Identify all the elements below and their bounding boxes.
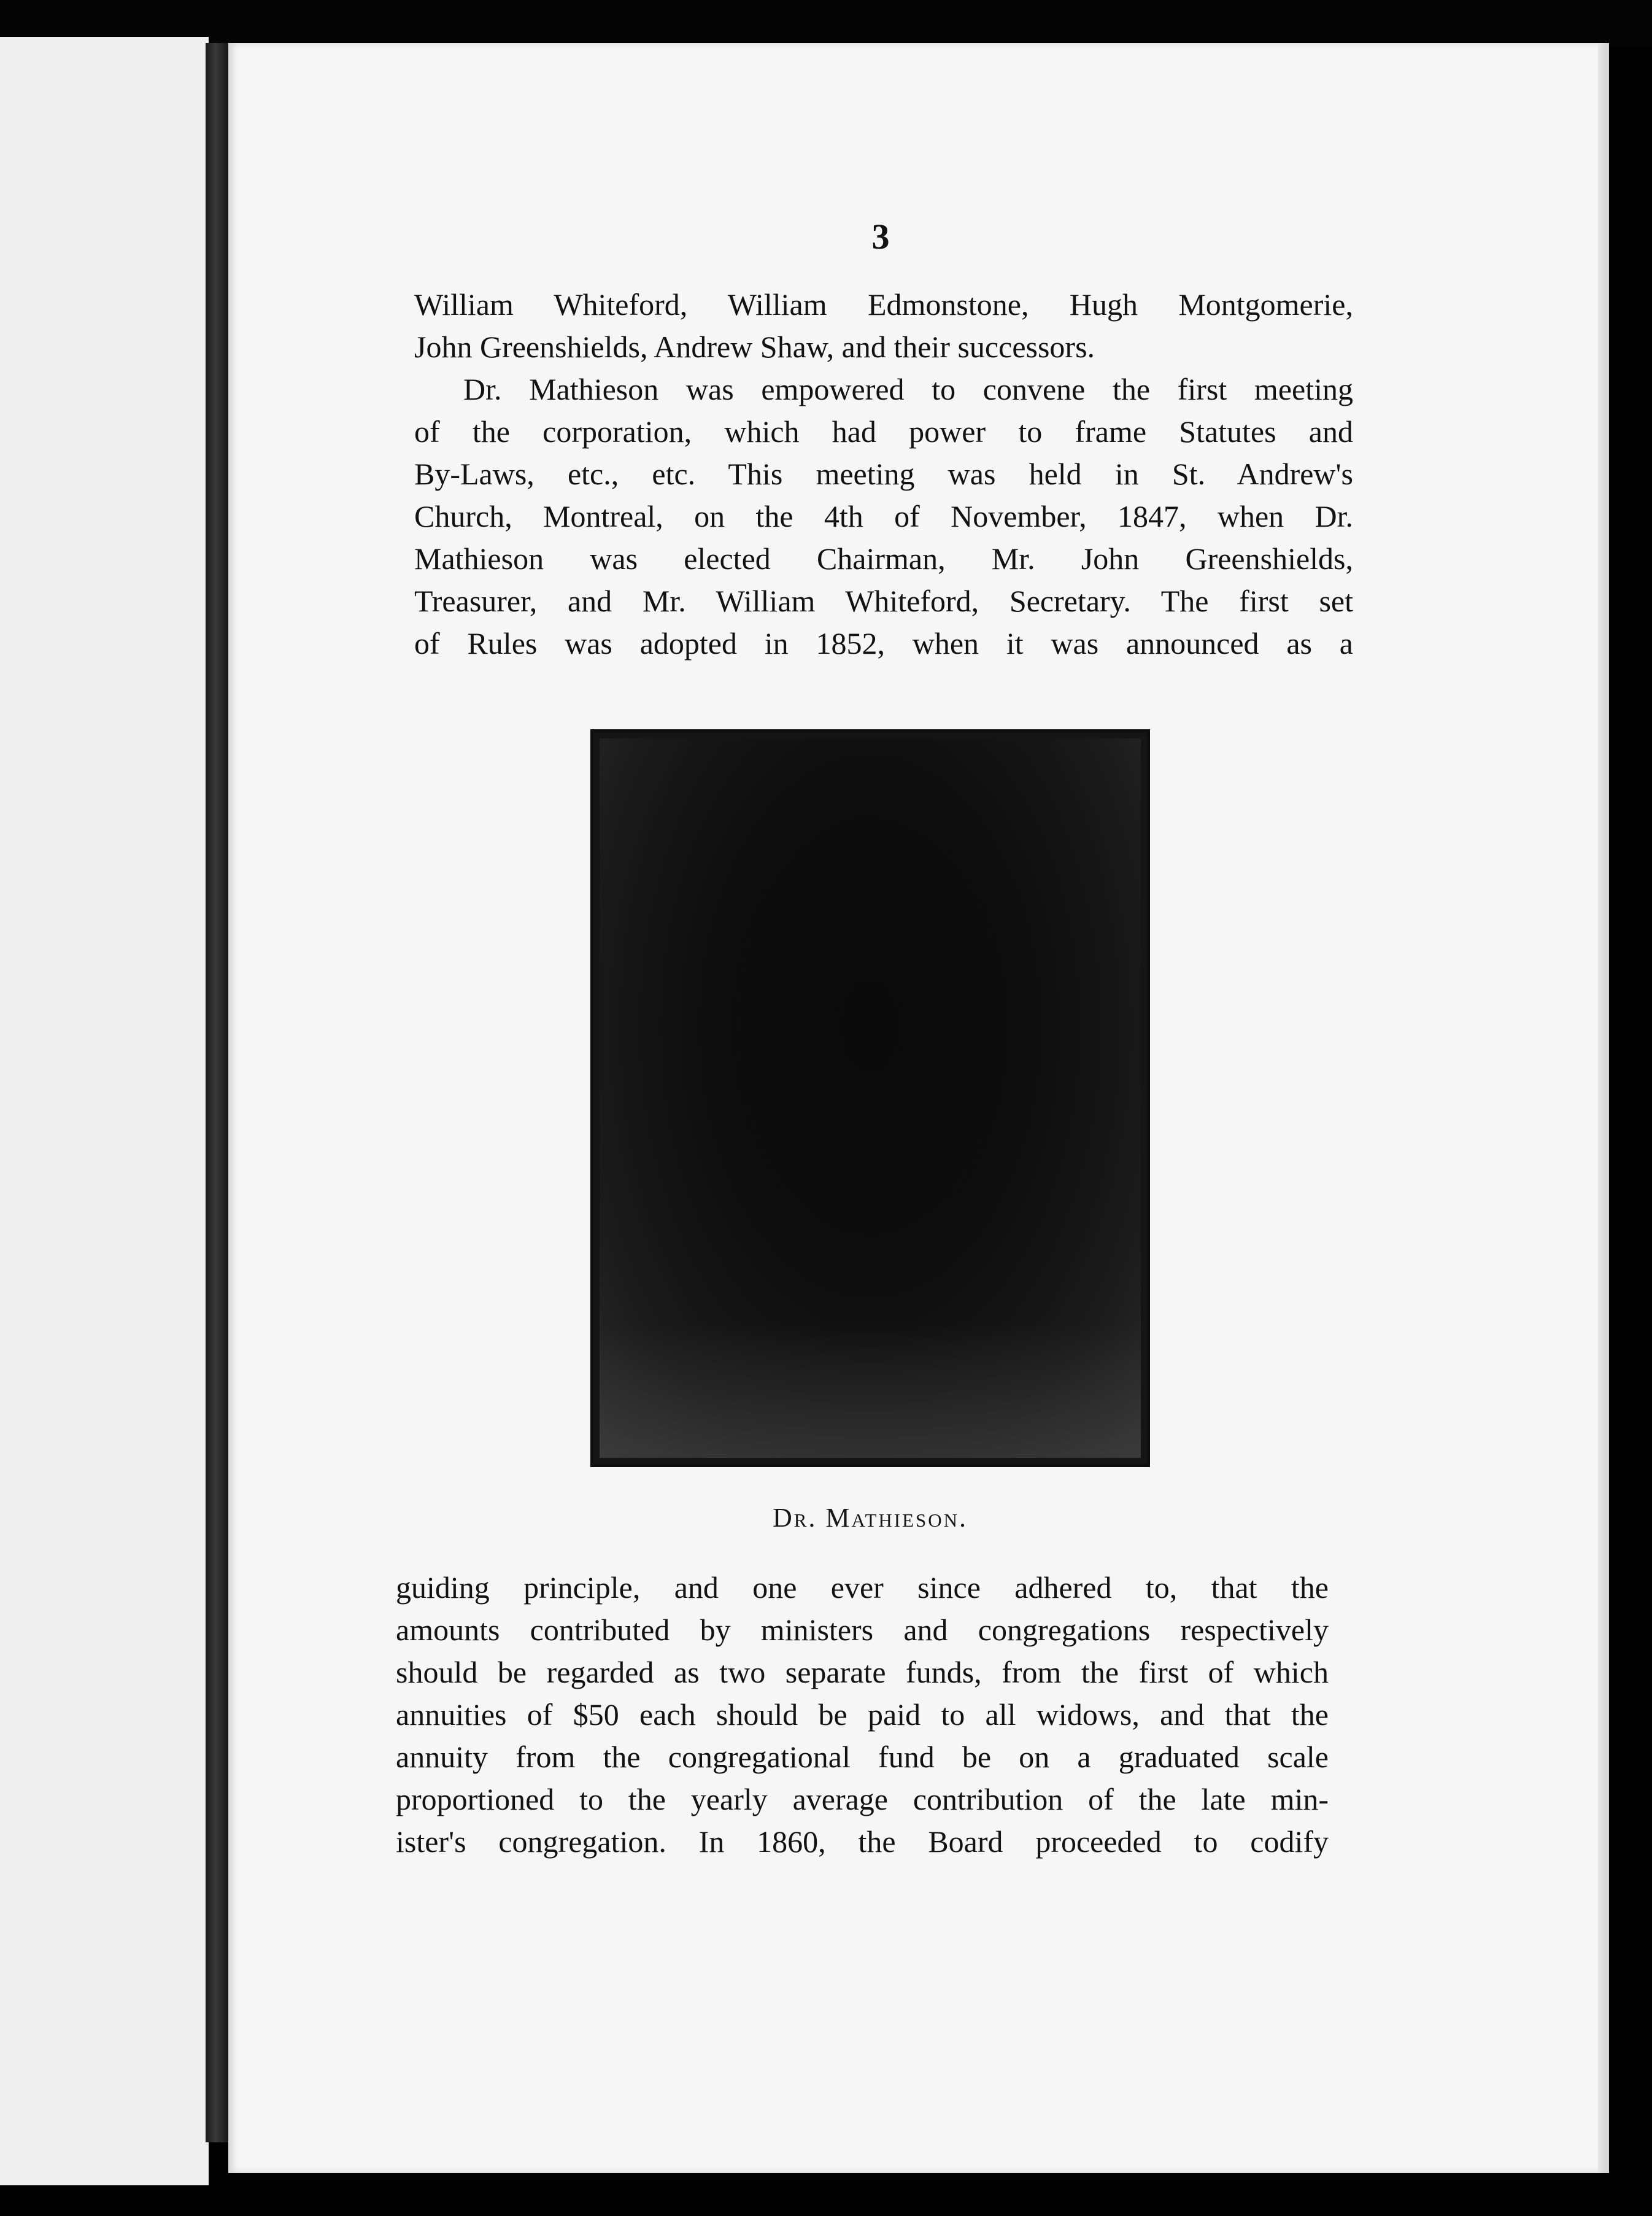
bottom-paragraph <box>396 1567 1329 1863</box>
portrait-photo <box>590 729 1150 1467</box>
text-line: proportioned to the yearly average contribution of the late min- <box>396 1782 1329 1816</box>
text-line: ister's congregation. In 1860, the Board proceeded to codify <box>396 1824 1329 1859</box>
page-number: 3 <box>871 217 890 257</box>
text-line: Church, Montreal, on the 4th of November, 1847, when Dr. <box>414 499 1353 533</box>
scan-top-border <box>0 0 1652 46</box>
top-paragraphs <box>414 284 1353 665</box>
text-line: of the corporation, which had power to frame Statutes and <box>414 414 1353 449</box>
book-spine <box>206 43 230 2142</box>
text-line: Dr. Mathieson was empowered to convene the first meeting <box>463 372 1353 406</box>
figure-caption: Dr. Mathieson. <box>772 1503 968 1533</box>
text-line: Mathieson was elected Chairman, Mr. John Greenshields, <box>414 541 1353 576</box>
facing-page-edge <box>0 37 209 2185</box>
text-line: William Whiteford, William Edmonstone, Hugh Montgomerie, <box>414 287 1353 322</box>
text-line: guiding principle, and one ever since adhered to, that the <box>396 1570 1329 1605</box>
page-edge <box>1598 43 1609 2173</box>
text-line: amounts contributed by ministers and congregations respectively <box>396 1613 1329 1647</box>
portrait-image-area <box>600 738 1141 1458</box>
text-line: John Greenshields, Andrew Shaw, and their successors. <box>414 330 1095 364</box>
text-line: should be regarded as two separate funds, from the first of which <box>396 1655 1329 1689</box>
text-line: annuities of $50 each should be paid to all widows, and that the <box>396 1697 1329 1732</box>
text-line: Treasurer, and Mr. William Whiteford, Secretary. The first set <box>414 584 1353 618</box>
text-line: annuity from the congregational fund be on a graduated scale <box>396 1740 1329 1774</box>
text-line: of Rules was adopted in 1852, when it was announced as a <box>414 626 1353 661</box>
text-line: By-Laws, etc., etc. This meeting was held in St. Andrew's <box>414 457 1353 491</box>
